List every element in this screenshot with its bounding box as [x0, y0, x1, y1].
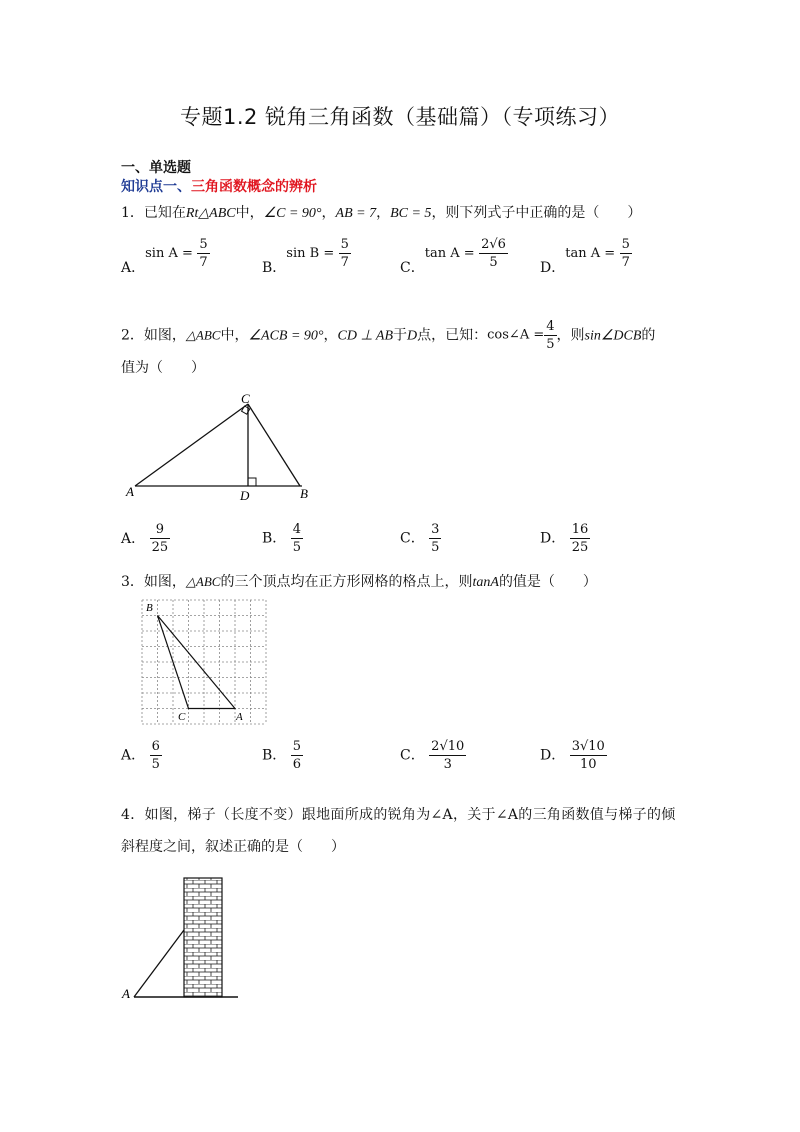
text: 已知在	[143, 205, 186, 221]
text: 点，已知：	[417, 327, 488, 344]
option-label: A．	[121, 259, 146, 276]
fraction	[570, 521, 591, 556]
text: 于	[393, 327, 408, 344]
text: 的	[641, 327, 656, 344]
numerator: 3	[431, 522, 440, 537]
math-condition: BC = 5	[390, 206, 432, 221]
denominator: 6	[292, 757, 302, 772]
text: 的值是（ ）	[498, 574, 597, 590]
section-heading: 一、单选题	[121, 160, 191, 176]
q3-option-a[interactable]	[121, 738, 162, 773]
q2-option-a[interactable]	[121, 521, 170, 556]
question-number: 3．	[121, 574, 144, 590]
denominator: 25	[571, 540, 589, 555]
ladder-line	[134, 930, 184, 997]
question-3-stem	[121, 572, 597, 593]
denominator: 5	[431, 540, 440, 555]
math-triangle: △ABC	[198, 206, 236, 221]
denominator: 7	[340, 255, 349, 270]
angle-a-label: A	[122, 986, 130, 1001]
math-triangle: △ABC	[185, 327, 221, 343]
math-fn: tan A =	[565, 246, 616, 261]
q2-triangle-figure	[120, 390, 320, 505]
numerator: 4	[546, 319, 555, 334]
vertex-a-label: A	[126, 484, 134, 499]
q3-option-d[interactable]	[540, 738, 607, 773]
numerator: 5	[340, 237, 349, 252]
math-rt: Rt	[185, 206, 199, 221]
numerator: 2√6	[481, 237, 506, 252]
option-label: D．	[540, 530, 566, 547]
question-2-stem: 2．如图，△ABC中，∠ACB = 90°，CD ⊥ AB于D点，已知：cos∠A = $\frac{4}{5}$ ，则sin∠DCB的	[121, 319, 656, 352]
numerator: 5	[292, 739, 302, 754]
question-4-line1	[121, 805, 676, 825]
option-label: B．	[262, 259, 287, 276]
fraction	[544, 318, 556, 353]
numerator: 16	[571, 522, 589, 537]
fraction	[291, 521, 303, 556]
numerator: 5	[199, 237, 208, 252]
math-triangle: △ABC	[185, 574, 221, 589]
vertex-b-label: B	[300, 486, 308, 501]
math-fn: sin A =	[145, 246, 193, 261]
denominator: 25	[151, 540, 169, 555]
fraction	[479, 236, 508, 271]
option-label: D．	[540, 259, 566, 276]
vertex-b-label: B	[146, 602, 153, 614]
q2-option-b[interactable]	[262, 521, 303, 556]
numerator: 5	[621, 237, 630, 252]
denominator: 7	[199, 255, 208, 270]
numerator: 6	[151, 739, 160, 754]
fraction	[429, 738, 466, 773]
q1-option-b[interactable]	[262, 236, 351, 276]
math-point: D	[407, 328, 418, 344]
option-label: B．	[262, 747, 287, 764]
text: ，则下列式子中正确的是（ ）	[431, 205, 642, 221]
numerator: 2√10	[431, 739, 465, 754]
question-number: 4．	[121, 807, 145, 823]
q3-grid-figure	[140, 598, 270, 728]
denominator: 7	[621, 255, 630, 270]
vertex-c-label: C	[241, 391, 250, 406]
question-1-stem: 1．已知在Rt△ABC中，∠C = 90°，AB = 7，BC = 5，则下列式子中正确的是（ ）	[121, 205, 642, 221]
math-condition: ∠C = 90°	[263, 206, 322, 221]
text: 中，	[220, 327, 249, 344]
option-label: C．	[400, 747, 425, 764]
q4-ladder-figure	[118, 872, 248, 1004]
math-condition: ∠ACB = 90°	[248, 328, 324, 344]
option-label: D．	[540, 747, 566, 764]
question-2-line2: 值为（ ）	[121, 360, 205, 376]
denominator: 3	[443, 757, 452, 772]
knowledge-point-topic: 三角函数概念的辨析	[191, 179, 317, 195]
q2-option-c[interactable]	[400, 521, 441, 556]
denominator: 5	[292, 540, 302, 555]
knowledge-point-number: 知识点一、	[121, 179, 191, 195]
denominator: 5	[151, 757, 160, 772]
fraction	[570, 738, 607, 773]
fraction	[620, 236, 632, 271]
fraction	[429, 521, 441, 556]
text: 如图，梯子（长度不变）跟地面所成的锐角为∠A，关于∠A的三角函数值与梯子的倾	[144, 807, 676, 823]
q1-option-d[interactable]	[540, 236, 632, 276]
text: 如图，	[143, 327, 186, 344]
vertex-a-label: A	[236, 711, 243, 723]
text: 中，	[235, 205, 264, 221]
denominator: 5	[546, 337, 555, 352]
q2-option-d[interactable]	[540, 521, 590, 556]
question-number: 2．	[121, 327, 144, 344]
question-4-line2: 斜程度之间，叙述正确的是（ ）	[121, 839, 345, 855]
knowledge-point-heading	[121, 176, 317, 196]
option-label: C．	[400, 259, 425, 276]
vertex-c-label: C	[178, 711, 186, 723]
text: 的三个顶点均在正方形网格的格点上，则	[220, 574, 473, 590]
text: 如图，	[143, 574, 186, 590]
text: ，则	[556, 327, 585, 344]
question-number: 1．	[121, 205, 144, 221]
fraction	[150, 738, 162, 773]
fraction	[339, 236, 351, 271]
fraction	[150, 521, 171, 556]
math-fn: tan A =	[424, 246, 475, 261]
q1-option-c[interactable]	[400, 236, 508, 276]
q3-option-c[interactable]	[400, 738, 466, 773]
math-condition: AB = 7	[335, 206, 377, 221]
math-fn: sin∠DCB	[584, 328, 642, 344]
numerator: 4	[292, 522, 302, 537]
option-label: A．	[121, 747, 146, 764]
option-label: B．	[262, 530, 287, 547]
option-label: A．	[121, 530, 146, 547]
vertex-d-label: D	[240, 488, 250, 503]
math-fn: cos∠A =	[487, 327, 545, 343]
option-label: C．	[400, 530, 425, 547]
math-condition: CD ⊥ AB	[337, 328, 394, 344]
denominator: 10	[579, 757, 597, 772]
q3-option-b[interactable]	[262, 738, 303, 773]
fraction	[291, 738, 303, 773]
denominator: 5	[489, 255, 498, 270]
numerator: 9	[150, 521, 171, 539]
math-fn: tanA	[472, 575, 499, 590]
math-fn: sin B =	[286, 246, 335, 261]
fraction	[197, 236, 209, 271]
numerator: 3√10	[571, 739, 605, 754]
page-title: 专题1.2 锐角三角函数（基础篇）（专项练习）	[179, 105, 621, 129]
q1-option-a[interactable]	[121, 236, 210, 276]
brick-wall	[184, 878, 222, 997]
